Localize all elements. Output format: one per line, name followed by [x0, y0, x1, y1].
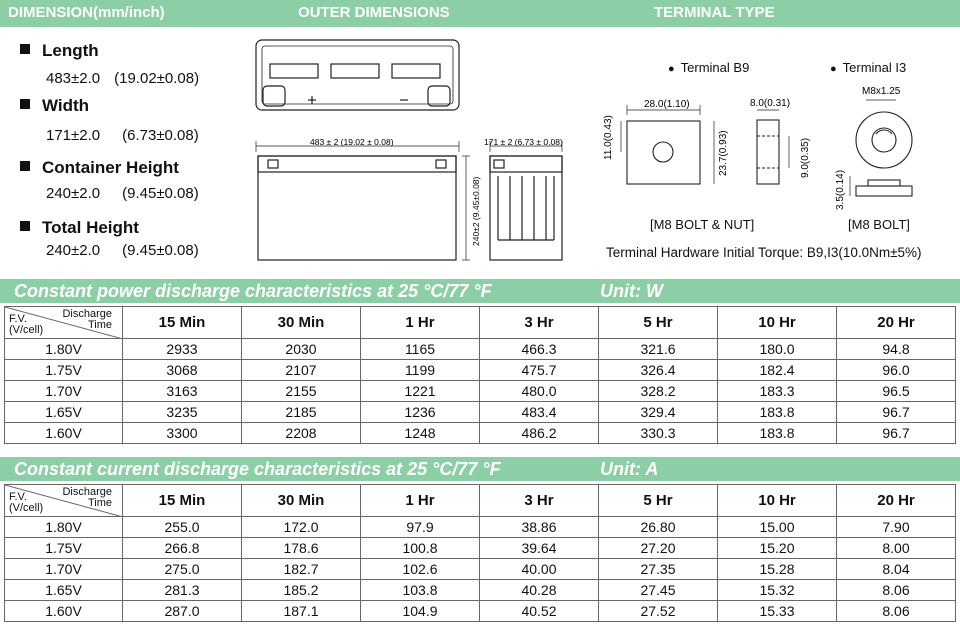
- column-header: 20 Hr: [837, 485, 956, 517]
- table-cell: 2208: [242, 423, 361, 444]
- table-cell: 185.2: [242, 580, 361, 601]
- table-cell: 39.64: [480, 538, 599, 559]
- battery-front-view: [256, 141, 470, 260]
- table-cell: 8.04: [837, 559, 956, 580]
- power-section-unit: Unit: W: [600, 281, 663, 301]
- table-cell: 8.06: [837, 580, 956, 601]
- power-discharge-table: [4, 306, 956, 444]
- table-row: [5, 538, 956, 559]
- column-header: 30 Min: [242, 485, 361, 517]
- dim-total-height-label: Total Height: [20, 218, 139, 238]
- i3-depth-dim: 3.5(0.14): [835, 169, 846, 210]
- b9-small-dim: 9.0(0.35): [800, 137, 811, 178]
- power-table-corner: Discharge Time F.V. (V/cell): [5, 307, 123, 339]
- table-cell: 26.80: [599, 517, 718, 538]
- table-cell: 40.00: [480, 559, 599, 580]
- battery-top-view: [256, 40, 459, 110]
- table-cell: 182.7: [242, 559, 361, 580]
- table-cell: 1.60V: [5, 601, 123, 622]
- table-cell: 3235: [123, 402, 242, 423]
- table-cell: 1248: [361, 423, 480, 444]
- table-row: [5, 402, 956, 423]
- table-row: [5, 580, 956, 601]
- table-cell: 1199: [361, 360, 480, 381]
- table-cell: 15.32: [718, 580, 837, 601]
- column-header: 3 Hr: [480, 485, 599, 517]
- b9-top-right-dim: 8.0(0.31): [750, 98, 791, 109]
- current-table-header-row: [5, 485, 956, 517]
- power-section-bar: [0, 279, 960, 303]
- table-cell: 8.06: [837, 601, 956, 622]
- table-cell: 183.8: [718, 402, 837, 423]
- table-cell: 1.80V: [5, 517, 123, 538]
- table-cell: 1.65V: [5, 402, 123, 423]
- terminal-type-header: TERMINAL TYPE: [654, 4, 775, 21]
- table-row: [5, 559, 956, 580]
- table-row: [5, 381, 956, 402]
- table-cell: 15.20: [718, 538, 837, 559]
- table-cell: 1.65V: [5, 580, 123, 601]
- table-cell: 40.28: [480, 580, 599, 601]
- table-cell: 321.6: [599, 339, 718, 360]
- table-cell: 183.8: [718, 423, 837, 444]
- table-cell: 475.7: [480, 360, 599, 381]
- table-cell: 178.6: [242, 538, 361, 559]
- torque-note: Terminal Hardware Initial Torque: B9,I3(10.0Nm±5%): [606, 245, 922, 260]
- table-cell: 27.45: [599, 580, 718, 601]
- table-cell: 281.3: [123, 580, 242, 601]
- table-cell: 1.75V: [5, 538, 123, 559]
- table-cell: 3068: [123, 360, 242, 381]
- table-cell: 100.8: [361, 538, 480, 559]
- column-header: 1 Hr: [361, 307, 480, 339]
- b9-left-dim: 11.0(0.43): [603, 115, 614, 160]
- table-cell: 96.7: [837, 402, 956, 423]
- table-cell: 326.4: [599, 360, 718, 381]
- table-cell: 466.3: [480, 339, 599, 360]
- table-cell: 97.9: [361, 517, 480, 538]
- table-cell: 27.52: [599, 601, 718, 622]
- outer-dimensions-drawing: [0, 0, 960, 280]
- table-cell: 255.0: [123, 517, 242, 538]
- table-cell: 96.0: [837, 360, 956, 381]
- power-section-title: Constant power discharge characteristics at 25 °C/77 °F: [14, 281, 492, 301]
- table-cell: 2933: [123, 339, 242, 360]
- table-cell: 3300: [123, 423, 242, 444]
- dimension-header: DIMENSION(mm/inch): [8, 4, 165, 21]
- current-discharge-table: [4, 484, 956, 622]
- i3-caption: [M8 BOLT]: [848, 217, 910, 232]
- table-cell: 275.0: [123, 559, 242, 580]
- dim-width-label: Width: [20, 96, 89, 116]
- table-cell: 102.6: [361, 559, 480, 580]
- table-row: [5, 601, 956, 622]
- width-dimension-text: 171 ± 2 (6.73 ± 0.08): [484, 137, 563, 147]
- table-cell: 1.70V: [5, 381, 123, 402]
- column-header: 15 Min: [123, 307, 242, 339]
- table-cell: 480.0: [480, 381, 599, 402]
- terminal-i3-label: ● Terminal I3: [830, 60, 906, 75]
- dim-length-value: 483±2.0 (19.02±0.08): [46, 70, 200, 87]
- table-cell: 94.8: [837, 339, 956, 360]
- table-row: [5, 339, 956, 360]
- outer-dimensions-header: OUTER DIMENSIONS: [298, 4, 450, 21]
- table-cell: 1.60V: [5, 423, 123, 444]
- column-header: 1 Hr: [361, 485, 480, 517]
- table-cell: 2030: [242, 339, 361, 360]
- table-cell: 1.80V: [5, 339, 123, 360]
- table-cell: 2107: [242, 360, 361, 381]
- column-header: 5 Hr: [599, 307, 718, 339]
- terminal-b9-drawing: [621, 105, 789, 184]
- b9-caption: [M8 BOLT & NUT]: [650, 217, 755, 232]
- table-cell: 2185: [242, 402, 361, 423]
- table-cell: 7.90: [837, 517, 956, 538]
- dim-length-label: Length: [20, 41, 99, 61]
- current-section-title: Constant current discharge characteristics at 25 °C/77 °F: [14, 459, 501, 479]
- column-header: 5 Hr: [599, 485, 718, 517]
- terminal-i3-drawing: [850, 100, 912, 196]
- b9-width-dim: 28.0(1.10): [644, 99, 690, 110]
- dim-container-height-value: 240±2.0 (9.45±0.08): [46, 185, 199, 202]
- table-cell: 182.4: [718, 360, 837, 381]
- length-dimension-text: 483 ± 2 (19.02 ± 0.08): [310, 137, 394, 147]
- table-cell: 15.33: [718, 601, 837, 622]
- column-header: 30 Min: [242, 307, 361, 339]
- table-cell: 180.0: [718, 339, 837, 360]
- table-cell: 40.52: [480, 601, 599, 622]
- power-table-header-row: [5, 307, 956, 339]
- current-section-unit: Unit: A: [600, 459, 659, 479]
- table-cell: 486.2: [480, 423, 599, 444]
- table-cell: 328.2: [599, 381, 718, 402]
- height-dimension-text: 240±2 (9.45±0.08): [471, 176, 481, 246]
- table-cell: 3163: [123, 381, 242, 402]
- battery-side-view: [490, 141, 562, 260]
- table-row: [5, 517, 956, 538]
- table-cell: 15.28: [718, 559, 837, 580]
- table-cell: 1236: [361, 402, 480, 423]
- dim-total-height-value: 240±2.0 (9.45±0.08): [46, 242, 199, 259]
- table-cell: 27.20: [599, 538, 718, 559]
- table-cell: 15.00: [718, 517, 837, 538]
- table-cell: 1165: [361, 339, 480, 360]
- table-cell: 96.7: [837, 423, 956, 444]
- table-cell: 96.5: [837, 381, 956, 402]
- table-cell: 1.75V: [5, 360, 123, 381]
- current-section-bar: [0, 457, 960, 481]
- table-cell: 1221: [361, 381, 480, 402]
- table-cell: 27.35: [599, 559, 718, 580]
- column-header: 10 Hr: [718, 307, 837, 339]
- table-cell: 103.8: [361, 580, 480, 601]
- column-header: 10 Hr: [718, 485, 837, 517]
- table-cell: 172.0: [242, 517, 361, 538]
- table-cell: 187.1: [242, 601, 361, 622]
- table-cell: 330.3: [599, 423, 718, 444]
- table-row: [5, 423, 956, 444]
- terminal-b9-label: ● Terminal B9: [668, 60, 749, 75]
- i3-bolt-dim: M8x1.25: [862, 86, 901, 97]
- column-header: 3 Hr: [480, 307, 599, 339]
- dim-container-height-label: Container Height: [20, 158, 179, 178]
- column-header: 15 Min: [123, 485, 242, 517]
- table-cell: 287.0: [123, 601, 242, 622]
- table-cell: 1.70V: [5, 559, 123, 580]
- table-row: [5, 360, 956, 381]
- dim-width-value: 171±2.0 (6.73±0.08): [46, 127, 199, 144]
- table-cell: 104.9: [361, 601, 480, 622]
- current-table-corner: Discharge Time F.V. (V/cell): [5, 485, 123, 517]
- table-cell: 2155: [242, 381, 361, 402]
- table-cell: 329.4: [599, 402, 718, 423]
- column-header: 20 Hr: [837, 307, 956, 339]
- table-cell: 8.00: [837, 538, 956, 559]
- table-cell: 266.8: [123, 538, 242, 559]
- table-cell: 183.3: [718, 381, 837, 402]
- table-cell: 483.4: [480, 402, 599, 423]
- table-cell: 38.86: [480, 517, 599, 538]
- b9-height-dim: 23.7(0.93): [718, 130, 729, 176]
